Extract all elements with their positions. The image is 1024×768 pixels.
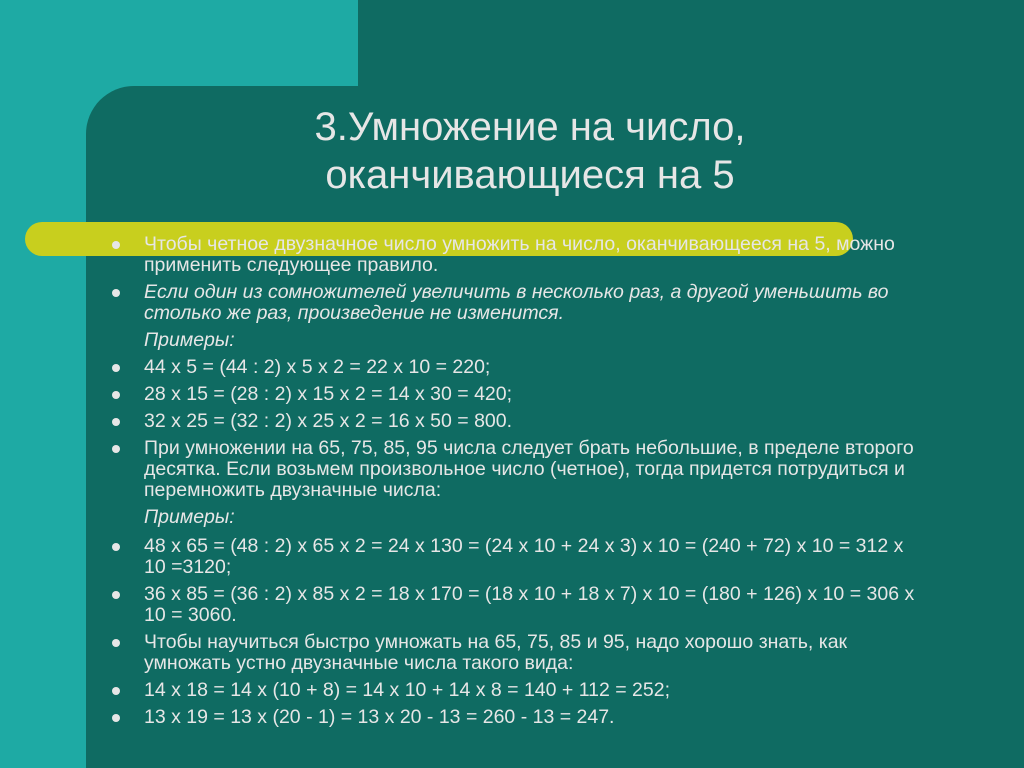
decor-top-band	[358, 0, 1024, 86]
slide-title	[100, 103, 960, 199]
list-item: При умножении на 65, 75, 85, 95 числа следует брать небольшие, в пределе второго десятка. Если возьмем произвольное число (четное), тогда придется потрудиться и перемножить двузначные числа:	[112, 438, 922, 501]
title-line-2: оканчивающиеся на 5	[325, 153, 735, 197]
list-item: 48 х 65 = (48 : 2) х 65 х 2 = 24 х 130 = (24 х 10 + 24 х 3) х 10 = (240 + 72) х 10 = 312 х 10 =3120;	[112, 536, 922, 578]
list-item: 44 х 5 = (44 : 2) х 5 х 2 = 22 х 10 = 220;	[112, 357, 922, 378]
list-item: Чтобы научиться быстро умножать на 65, 75, 85 и 95, надо хорошо знать, как умножать устно двузначные числа такого вида:	[112, 632, 922, 674]
list-item: 28 х 15 = (28 : 2) х 15 х 2 = 14 х 30 = 420;	[112, 384, 922, 405]
list-item: 13 х 19 = 13 х (20 - 1) = 13 х 20 - 13 = 260 - 13 = 247.	[112, 707, 922, 728]
title-line-1: 3.Умножение на число,	[314, 105, 746, 149]
list-item: 14 х 18 = 14 х (10 + 8) = 14 х 10 + 14 х 8 = 140 + 112 = 252;	[112, 680, 922, 701]
examples-label: Примеры:	[144, 506, 235, 528]
bullet-list	[112, 234, 922, 728]
examples-label: Примеры:	[144, 329, 235, 351]
list-item: 36 х 85 = (36 : 2) х 85 х 2 = 18 х 170 = (18 х 10 + 18 х 7) х 10 = (180 + 126) х 10 = 306 х 10 = 3060.	[112, 584, 922, 626]
list-item: Чтобы четное двузначное число умножить на число, оканчивающееся на 5, можно применить следующее правило.	[112, 234, 922, 276]
list-item: 32 х 25 = (32 : 2) х 25 х 2 = 16 х 50 = 800.	[112, 411, 922, 432]
list-item: Если один из сомножителей увеличить в несколько раз, а другой уменьшить во столько же раз, произведение не изменится.	[112, 282, 922, 324]
